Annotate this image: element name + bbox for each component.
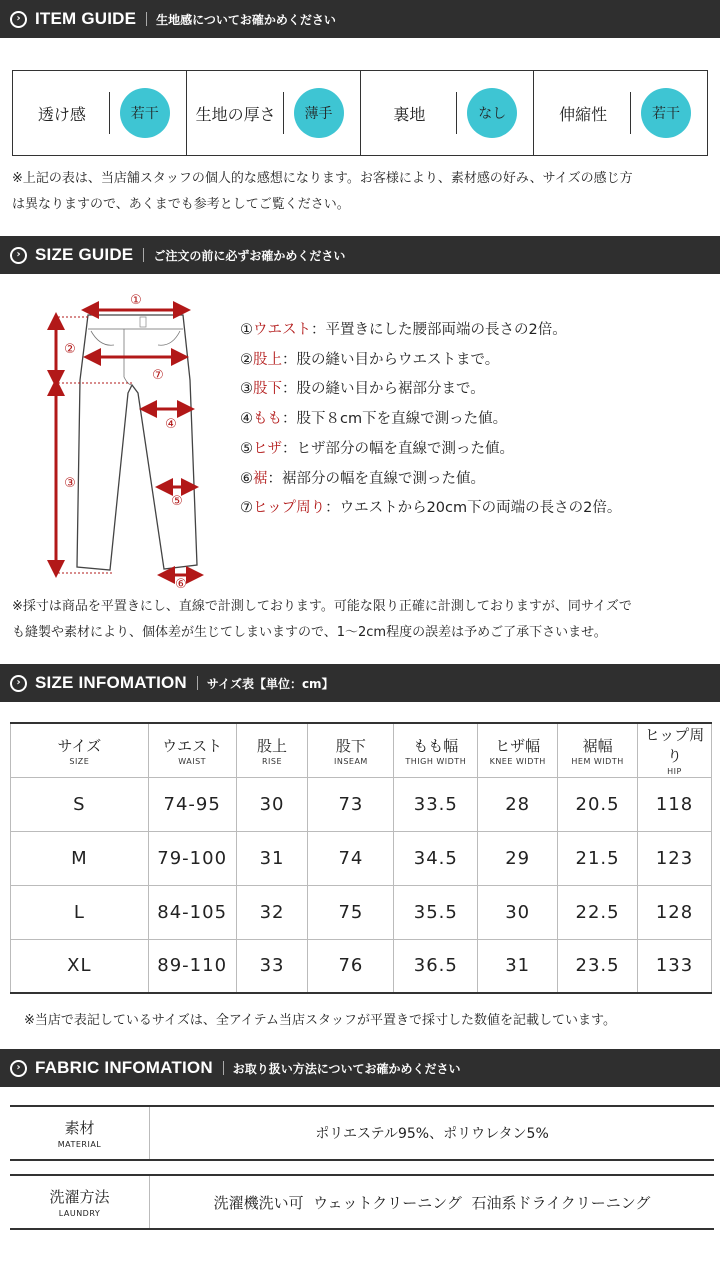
measurement-item: ⑥裾：裾部分の幅を直線で測った値。 [240,470,485,487]
note-line: ※採寸は商品を平置きにし、直線で計測しております。可能な限り正確に計測しておりますが、同サイズで [12,599,632,614]
section-subtitle: サイズ表【単位：cm】 [206,676,334,691]
guide-badge: 薄手 [294,88,344,138]
note-line: は異なりますので、あくまでも参考としてご覧ください。 [12,197,350,212]
chevron-right-icon: › [10,675,27,692]
guide-label: 裏地 [393,104,426,124]
column-header: サイズ SIZE [11,723,149,777]
guide-cell-lining [361,71,535,155]
material-value: ポリエステル95%、ポリウレタン5% [315,1126,549,1142]
pants-diagram [40,285,220,595]
guide-cell-stretch [534,71,707,155]
column-header: 裾幅 HEM WIDTH [558,723,638,777]
chevron-right-icon: › [10,247,27,264]
section-subtitle: お取り扱い方法についてお確かめください [232,1061,461,1076]
section-title: SIZE GUIDE [35,245,134,264]
item-guide-note [12,166,633,218]
column-header: ヒップ周り HIP [638,723,712,777]
divider [223,1061,224,1075]
divider [146,12,147,26]
laundry-value: 洗濯機洗い可 ウェットクリーニング 石油系ドライクリーニング [213,1193,651,1212]
fabric-info-header [0,1049,720,1087]
marker-1: ① [130,293,142,308]
divider [456,92,457,134]
measurement-list [240,316,621,524]
divider [197,676,198,690]
item-guide-header [0,0,720,38]
measurement-item: ④もも：股下８cm下を直線で測った値。 [240,411,508,428]
size-guide-note [12,594,632,646]
divider [143,248,144,262]
section-title: FABRIC INFOMATION [35,1058,213,1077]
section-subtitle: 生地感についてお確かめください [156,12,336,27]
section-title: ITEM GUIDE [35,9,137,28]
divider [109,92,110,134]
section-title: SIZE INFOMATION [35,673,187,692]
chevron-right-icon: › [10,1060,27,1077]
table-row: M 79-100 31 74 34.5 29 21.5 123 [11,831,712,885]
guide-badge: なし [467,88,517,138]
section-subtitle: ご注文の前に必ずお確かめください [153,248,346,263]
measurement-item: ②股上：股の縫い目からウエストまで。 [240,351,500,368]
laundry-key: 洗濯方法 LAUNDRY [10,1176,150,1228]
measurement-item: ③股下：股の縫い目から裾部分まで。 [240,381,485,398]
table-row: XL 89-110 33 76 36.5 31 23.5 133 [11,939,712,993]
column-header: 股上 RISE [236,723,308,777]
column-header: もも幅 THIGH WIDTH [394,723,478,777]
marker-6: ⑥ [175,577,187,592]
guide-badge: 若干 [120,88,170,138]
size-guide-header [0,236,720,274]
laundry-row [10,1174,714,1230]
guide-cell-sheerness [13,71,187,155]
marker-4: ④ [165,417,177,432]
note-line: も縫製や素材により、個体差が生じてしまいますので、1〜2cm程度の誤差は予めご了承下さいませ。 [12,625,607,640]
divider [283,92,284,134]
table-header-row [11,723,712,777]
note-line: ※上記の表は、当店舗スタッフの個人的な感想になります。お客様により、素材感の好み、サイズの感じ方 [12,171,633,186]
column-header: ウエスト WAIST [148,723,236,777]
table-row: L 84-105 32 75 35.5 30 22.5 128 [11,885,712,939]
size-info-note: ※当店で表記しているサイズは、全アイテム当店スタッフが平置きで採寸した数値を記載しています。 [24,1013,616,1028]
marker-7: ⑦ [152,368,164,383]
guide-label: 生地の厚さ [195,104,276,124]
guide-cell-thickness [187,71,361,155]
guide-label: 伸縮性 [559,104,608,124]
size-table [10,722,712,994]
marker-3: ③ [64,476,76,491]
size-info-header [0,664,720,702]
guide-badge: 若干 [641,88,691,138]
table-row: S 74-95 30 73 33.5 28 20.5 118 [11,777,712,831]
measurement-item: ①ウエスト：平置きにした腰部両端の長さの2倍。 [240,322,567,338]
measurement-item: ⑤ヒザ：ヒザ部分の幅を直線で測った値。 [240,440,514,457]
chevron-right-icon: › [10,11,27,28]
material-row [10,1105,714,1161]
column-header: ヒザ幅 KNEE WIDTH [478,723,558,777]
marker-2: ② [64,342,76,357]
divider [630,92,631,134]
marker-5: ⑤ [171,494,183,509]
measurement-item: ⑦ヒップ周り：ウエストから20cm下の両端の長さの2倍。 [240,500,622,517]
fabric-feel-table [12,70,708,156]
column-header: 股下 INSEAM [308,723,394,777]
guide-label: 透け感 [37,104,86,124]
material-key: 素材 MATERIAL [10,1107,150,1159]
